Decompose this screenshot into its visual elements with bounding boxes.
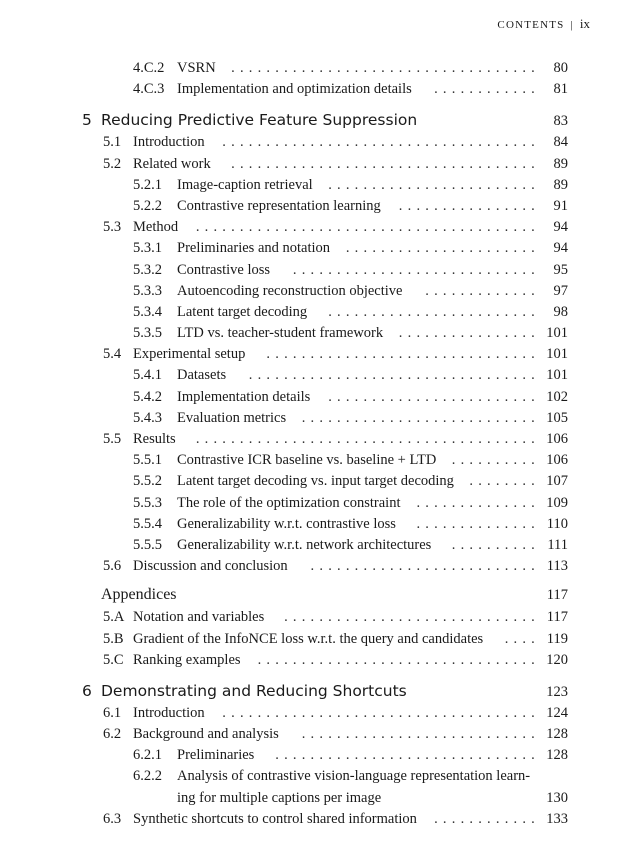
- running-header-separator: |: [570, 19, 574, 31]
- toc-entry[interactable]: [0, 175, 624, 196]
- toc-appendices-entry[interactable]: [0, 583, 624, 607]
- entry-number: 5.3: [103, 219, 122, 236]
- entry-page-number: 113: [546, 558, 568, 575]
- entry-number: 5.3.5: [133, 325, 162, 342]
- entry-title: LTD vs. teacher-student framework: [177, 325, 384, 342]
- dot-leader: ....: [504, 630, 540, 647]
- entry-title: Implementation and optimization details: [177, 81, 412, 98]
- entry-page-number: 109: [546, 494, 568, 511]
- entry-title: Generalizability w.r.t. contrastive loss: [177, 515, 396, 532]
- entry-title: Evaluation metrics: [177, 409, 287, 426]
- toc-entry[interactable]: [0, 493, 624, 514]
- dot-leader: .............................: [284, 609, 540, 626]
- dot-leader: ...................................: [231, 155, 540, 172]
- entry-page-number: 117: [546, 609, 568, 626]
- toc-entry[interactable]: [0, 387, 624, 408]
- dot-leader: ........................: [328, 303, 540, 320]
- entry-number: 5.C: [103, 651, 124, 668]
- dot-leader: ................: [398, 197, 540, 214]
- toc-chapter-entry[interactable]: [0, 679, 624, 703]
- entry-page-number: 120: [546, 651, 568, 668]
- toc-entry[interactable]: [0, 788, 624, 809]
- entry-title: Autoencoding reconstruction objective: [177, 282, 403, 299]
- entry-page-number: 101: [546, 367, 568, 384]
- entry-title: Preliminaries and notation: [177, 240, 331, 257]
- entry-page-number: 105: [546, 409, 568, 426]
- entry-page-number: 91: [553, 197, 568, 214]
- entry-title: Implementation details: [177, 388, 311, 405]
- entry-number: 6.3: [103, 810, 122, 827]
- entry-number: 5.3.4: [133, 303, 162, 320]
- dot-leader: ............: [434, 81, 540, 98]
- entry-page-number: 110: [546, 515, 568, 532]
- entry-page-number: 94: [553, 219, 568, 236]
- dot-leader: .......................................: [195, 431, 540, 447]
- dot-leader: ................: [398, 325, 540, 342]
- entry-page-number: 84: [553, 134, 568, 151]
- entry-number: 4.C.2: [133, 60, 165, 76]
- entry-title: Analysis of contrastive vision-language representation learn-: [177, 768, 531, 785]
- dot-leader: ..............................: [275, 747, 540, 764]
- entry-title: The role of the optimization constraint: [177, 494, 401, 511]
- entry-number: 5.4.3: [133, 409, 162, 426]
- entry-number: 5: [82, 111, 92, 130]
- entry-title: Ranking examples: [133, 651, 241, 668]
- toc-entry[interactable]: [0, 535, 624, 556]
- entry-number: 5.5: [103, 431, 122, 447]
- dot-leader: ........: [469, 473, 540, 490]
- entry-page-number: 111: [547, 536, 568, 553]
- entry-title: Generalizability w.r.t. network architectures: [177, 536, 432, 553]
- entry-number: 6.2.1: [133, 747, 162, 764]
- toc-entry[interactable]: [0, 58, 624, 79]
- entry-page-number: 101: [546, 325, 568, 342]
- toc-entry[interactable]: [0, 556, 624, 577]
- entry-number: 5.3.3: [133, 282, 162, 299]
- entry-title: Contrastive representation learning: [177, 197, 381, 214]
- entry-page-number: 83: [553, 113, 568, 130]
- toc-entry[interactable]: [0, 323, 624, 344]
- dot-leader: ........................: [328, 176, 540, 193]
- entry-title: Introduction: [133, 134, 205, 151]
- entry-number: 5.A: [103, 609, 125, 626]
- entry-title: Gradient of the InfoNCE loss w.r.t. the query and candidates: [133, 630, 484, 647]
- toc-entry[interactable]: [0, 650, 624, 671]
- entry-number: 6.2: [103, 726, 122, 743]
- dot-leader: ................................: [257, 651, 540, 668]
- entry-page-number: 89: [553, 176, 568, 193]
- entry-title: Discussion and conclusion: [133, 558, 288, 575]
- running-header: [497, 16, 590, 32]
- toc-entry[interactable]: [0, 809, 624, 830]
- entry-page-number: 89: [553, 155, 568, 172]
- entry-page-number: 95: [553, 261, 568, 278]
- toc-entry[interactable]: [0, 217, 624, 238]
- toc-entry[interactable]: [0, 766, 624, 787]
- entry-number: 5.4.2: [133, 388, 162, 405]
- dot-leader: ..........: [451, 536, 540, 553]
- entry-page-number: 107: [546, 473, 568, 490]
- toc-entry[interactable]: [0, 154, 624, 175]
- entry-page-number: 102: [546, 388, 568, 405]
- entry-title: Image-caption retrieval: [177, 176, 313, 193]
- toc-entry[interactable]: [0, 429, 624, 450]
- toc-entry[interactable]: [0, 629, 624, 650]
- dot-leader: ....................................: [222, 134, 540, 151]
- toc-entry[interactable]: [0, 514, 624, 535]
- toc-entry[interactable]: [0, 703, 624, 724]
- dot-leader: .......................................: [195, 219, 540, 236]
- entry-number: 5.3.2: [133, 261, 162, 278]
- entry-title: Contrastive ICR baseline vs. baseline + LTD: [177, 452, 437, 469]
- dot-leader: ...........................: [301, 726, 540, 743]
- entry-title: Synthetic shortcuts to control shared information: [133, 810, 417, 827]
- entry-page-number: 124: [546, 704, 568, 721]
- entry-number: 6: [82, 681, 92, 700]
- entry-number: 6.1: [103, 704, 122, 721]
- dot-leader: ...................................: [231, 60, 540, 76]
- entry-page-number: 81: [553, 81, 568, 98]
- entry-title: Experimental setup: [133, 346, 246, 363]
- entry-number: 5.5.3: [133, 494, 162, 511]
- toc-entry[interactable]: [0, 365, 624, 386]
- dot-leader: ..............: [416, 494, 540, 511]
- entry-page-number: 101: [546, 346, 568, 363]
- dot-leader: ....................................: [222, 704, 540, 721]
- toc-entry[interactable]: [0, 132, 624, 153]
- entry-title: Notation and variables: [133, 609, 265, 626]
- toc-entry[interactable]: [0, 724, 624, 745]
- entry-number: 5.2.1: [133, 176, 162, 193]
- entry-page-number: 128: [546, 726, 568, 743]
- toc-entry[interactable]: [0, 471, 624, 492]
- entry-page-number: 98: [553, 303, 568, 320]
- toc-entry[interactable]: [0, 196, 624, 217]
- entry-number: 5.5.4: [133, 515, 162, 532]
- entry-title: Appendices: [101, 586, 177, 604]
- entry-title: Demonstrating and Reducing Shortcuts: [101, 681, 407, 700]
- entry-title: Latent target decoding: [177, 303, 308, 320]
- page-number: ix: [579, 16, 590, 31]
- table-of-contents: [0, 58, 624, 830]
- entry-number: 4.C.3: [133, 81, 165, 98]
- entry-number: 5.5.2: [133, 473, 162, 490]
- entry-title: Latent target decoding vs. input target decoding: [177, 473, 454, 490]
- entry-number: 5.3.1: [133, 240, 162, 257]
- entry-page-number: 80: [553, 60, 568, 76]
- entry-title: Datasets: [177, 367, 227, 384]
- running-header-label: CONTENTS: [497, 19, 565, 31]
- toc-entry[interactable]: [0, 607, 624, 628]
- toc-entry[interactable]: [0, 302, 624, 323]
- entry-page-number: 123: [546, 683, 568, 700]
- toc-entry[interactable]: [0, 260, 624, 281]
- entry-number: 5.6: [103, 558, 122, 575]
- entry-title: VSRN: [177, 60, 216, 76]
- dot-leader: ........................: [328, 388, 540, 405]
- entry-page-number: 97: [553, 282, 568, 299]
- dot-leader: .................................: [248, 367, 540, 384]
- entry-page-number: 133: [546, 810, 568, 827]
- entry-number: 5.1: [103, 134, 122, 151]
- dot-leader: ......................: [345, 240, 540, 257]
- toc-chapter-entry[interactable]: [0, 108, 624, 132]
- entry-title: Reducing Predictive Feature Suppression: [101, 111, 418, 130]
- entry-title: Background and analysis: [133, 726, 279, 743]
- entry-number: 5.4: [103, 346, 122, 363]
- entry-page-number: 117: [546, 587, 568, 604]
- dot-leader: .............: [425, 282, 540, 299]
- toc-entry[interactable]: [0, 344, 624, 365]
- toc-entry[interactable]: [0, 408, 624, 429]
- entry-number: 5.5.1: [133, 452, 162, 469]
- entry-page-number: 119: [546, 630, 568, 647]
- entry-number: 5.2.2: [133, 197, 162, 214]
- toc-entry[interactable]: [0, 745, 624, 766]
- dot-leader: ............................: [292, 261, 540, 278]
- dot-leader: ..........................: [310, 558, 540, 575]
- entry-title: Method: [133, 219, 179, 236]
- entry-title: Related work: [133, 155, 211, 172]
- toc-entry[interactable]: [0, 450, 624, 471]
- entry-page-number: 106: [546, 431, 568, 447]
- dot-leader: ..........: [451, 452, 540, 469]
- dot-leader: ...........................: [301, 409, 540, 426]
- dot-leader: ..............: [416, 515, 540, 532]
- dot-leader: ...............................: [266, 346, 540, 363]
- entry-number: 5.2: [103, 155, 122, 172]
- entry-page-number: 128: [546, 747, 568, 764]
- entry-number: 5.5.5: [133, 536, 162, 553]
- entry-number: 5.4.1: [133, 367, 162, 384]
- toc-entry[interactable]: [0, 281, 624, 302]
- entry-title: Contrastive loss: [177, 261, 271, 278]
- entry-title: ing for multiple captions per image: [177, 789, 382, 806]
- entry-title: Introduction: [133, 704, 205, 721]
- entry-page-number: 130: [546, 789, 568, 806]
- toc-entry[interactable]: [0, 238, 624, 259]
- entry-number: 5.B: [103, 630, 124, 647]
- toc-entry[interactable]: [0, 79, 624, 100]
- entry-page-number: 106: [546, 452, 568, 469]
- entry-number: 6.2.2: [133, 768, 162, 785]
- entry-title: Results: [133, 431, 176, 447]
- dot-leader: ............: [434, 810, 540, 827]
- entry-page-number: 94: [553, 240, 568, 257]
- entry-title: Preliminaries: [177, 747, 255, 764]
